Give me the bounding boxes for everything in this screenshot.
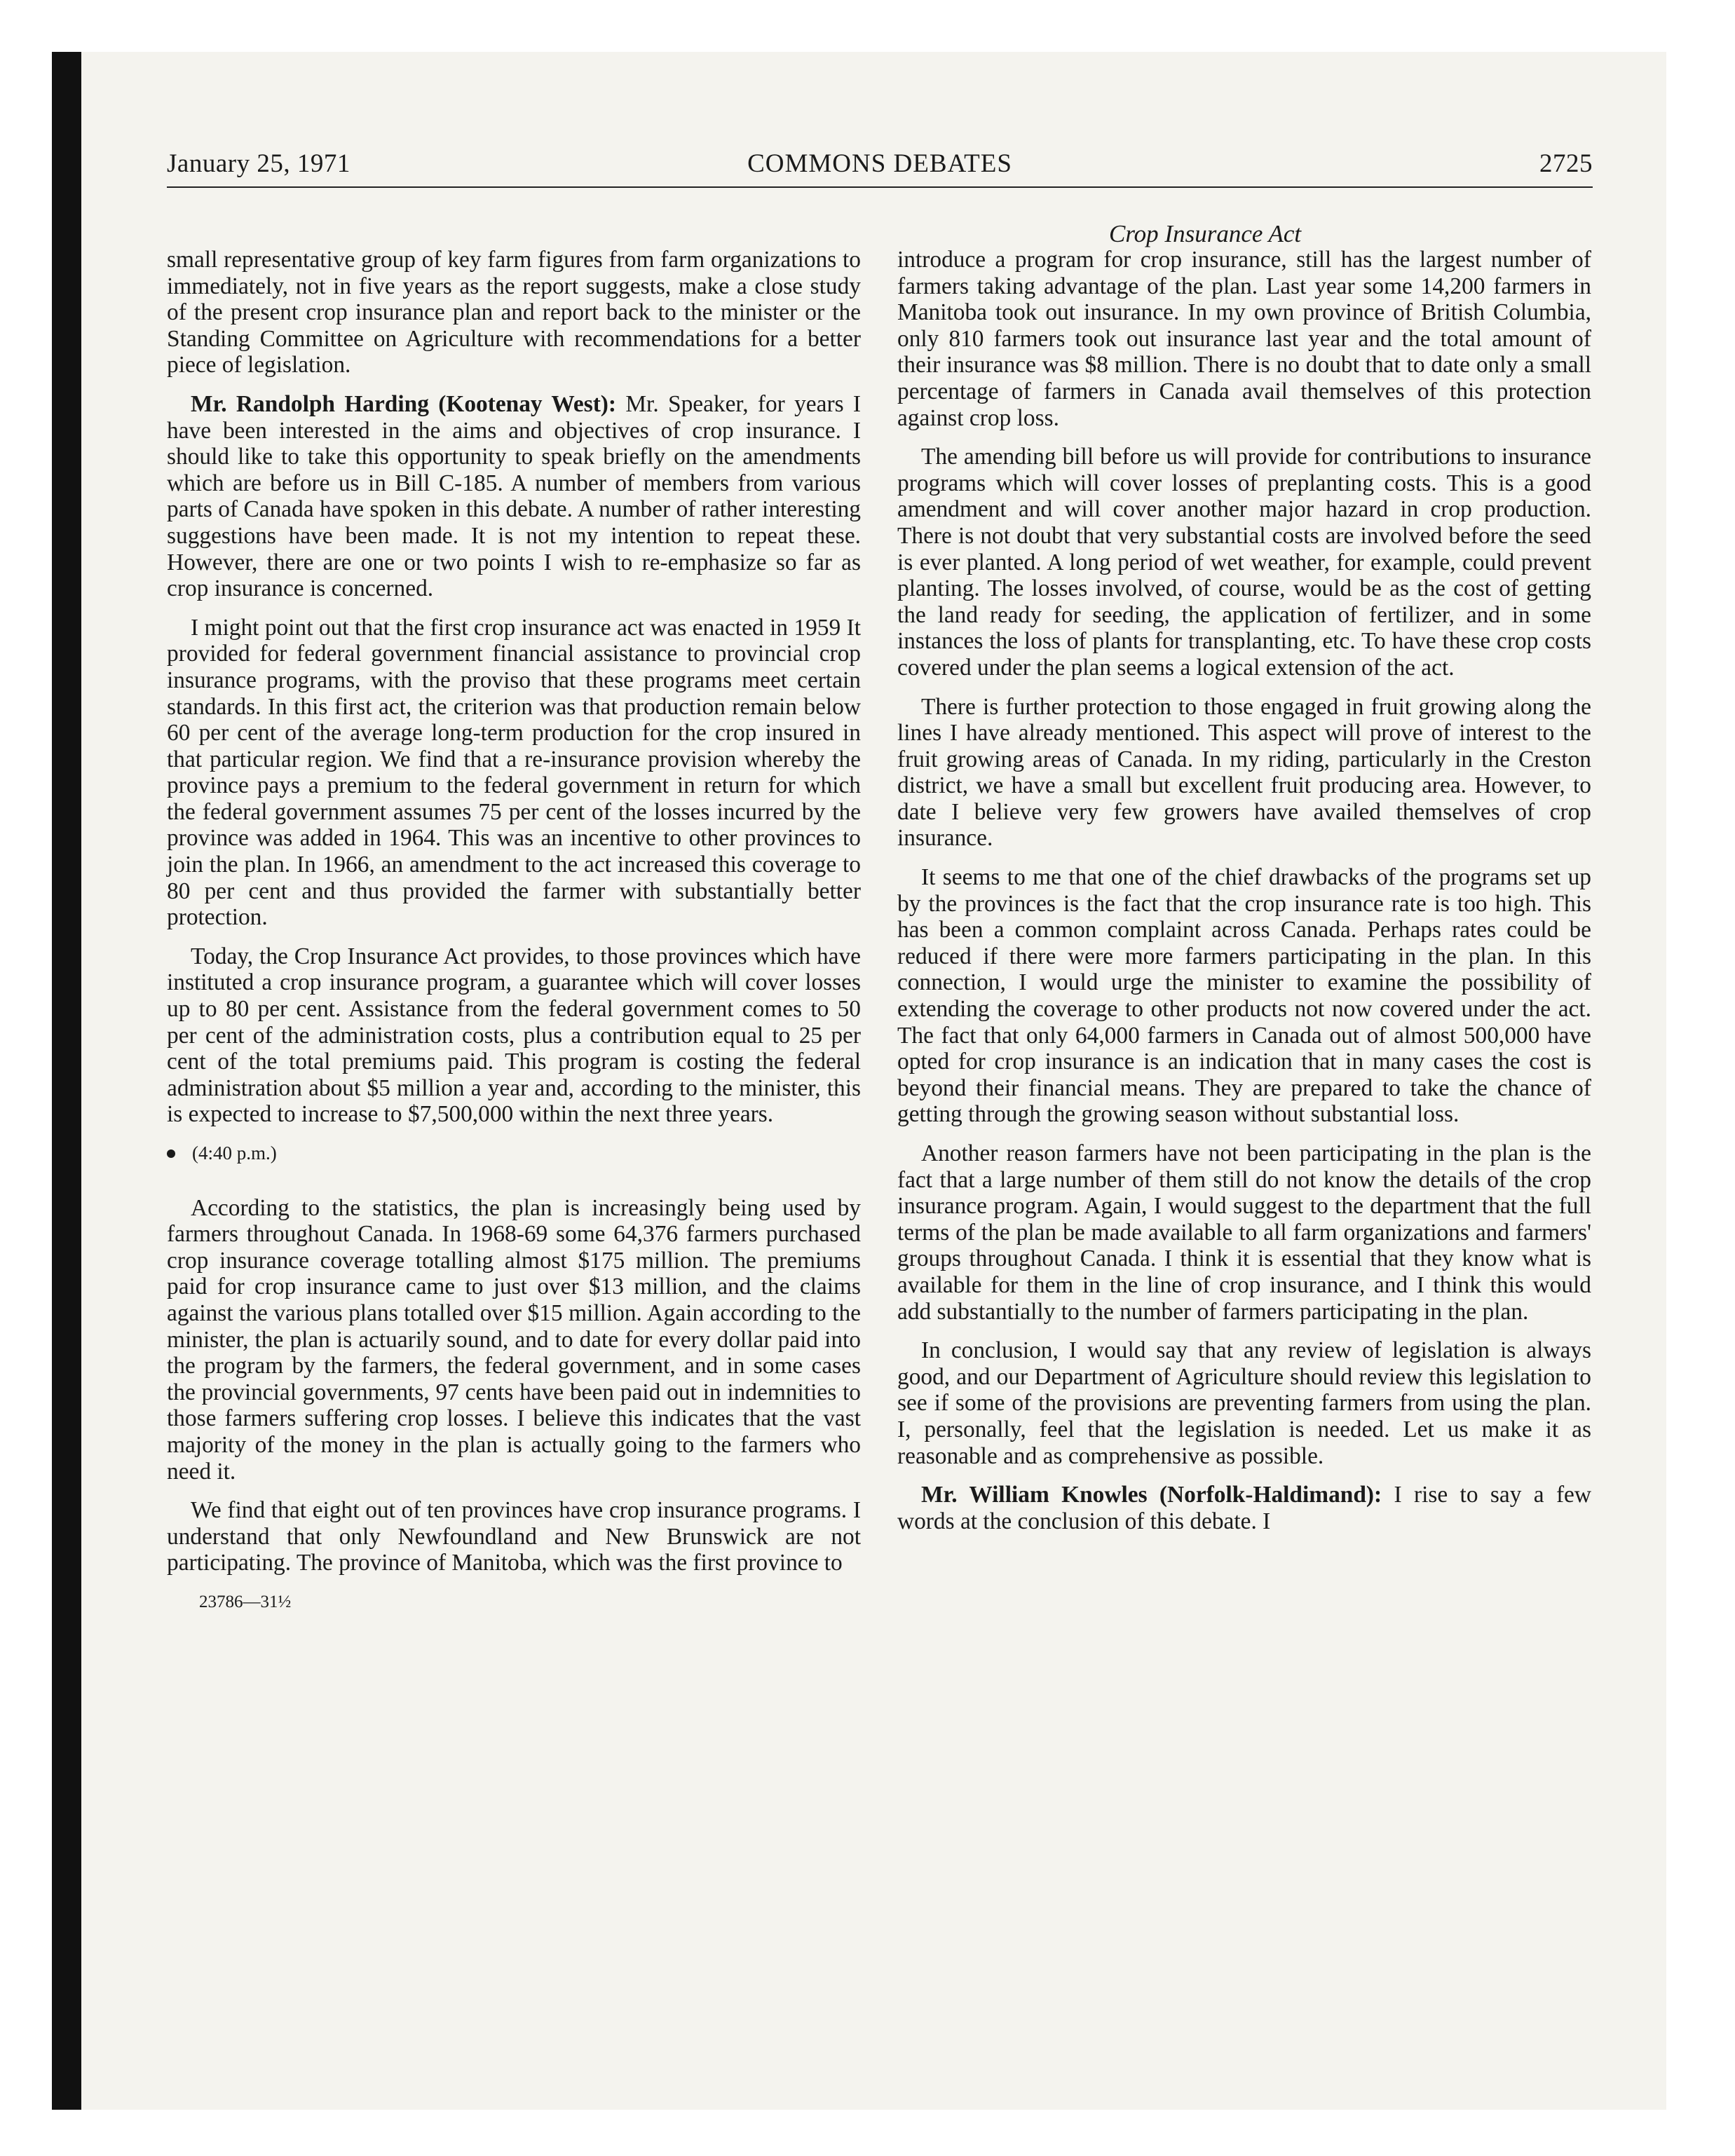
- paragraph: small representative group of key farm figures from farm organizations to immediately, not in five years as the report suggests, make a close study of the present crop insurance plan and report back to the minister or the Standing Committee on Agriculture with recommendations for a better piece of legislation.: [167, 247, 861, 378]
- paragraph: It seems to me that one of the chief drawbacks of the programs set up by the provinces is the fact that the crop insurance rate is too high. This has been a common complaint across Canada. Perhaps rates could be reduced if there were more farmers participating in the plan. In this connection, I would urge the minister to examine the possibility of extending the coverage to other products not now covered under the act. The fact that only 64,000 farmers in Canada out of almost 500,000 have opted for crop insurance is an indication that in many cases the cost is beyond their financial means. They are prepared to take the chance of getting through the growing season without substantial loss.: [897, 864, 1591, 1128]
- paragraph: In conclusion, I would say that any review of legislation is always good, and our Department of Agriculture should review this legislation to see if some of the provisions are preventing farmers from using the plan. I, personally, feel that the legislation is needed. Let us make it as reasonable and as comprehensive as possible.: [897, 1337, 1591, 1469]
- header-date: January 25, 1971: [167, 149, 351, 178]
- header-title: COMMONS DEBATES: [747, 149, 1012, 178]
- running-head: Crop Insurance Act: [1109, 220, 1302, 247]
- speaker-name: Mr. William Knowles (Norfolk-Haldimand):: [921, 1482, 1382, 1508]
- paragraph: introduce a program for crop insurance, still has the largest number of farmers taking advantage of the plan. Last year some 14,200 farmers in Manitoba took out insurance. In my own province of British Columbia, only 810 farmers took out insurance last year and the total amount of their insurance was $8 million. There is no doubt that to date only a small percentage of farmers in Canada avail themselves of this protection against crop loss.: [897, 247, 1591, 431]
- paragraph: Today, the Crop Insurance Act provides, to those provinces which have instituted a crop insurance program, a guarantee which will cover losses up to 80 per cent. Assistance from the federal government comes to 50 per cent of the administration costs, plus a contribution equal to 25 per cent of the total premiums paid. This program is costing the federal administration about $5 million a year and, according to the minister, this is expected to increase to $7,500,000 within the next three years.: [167, 943, 861, 1128]
- paragraph: According to the statistics, the plan is increasingly being used by farmers throughout Canada. In 1968-69 some 64,376 farmers purchased crop insurance coverage totalling almost $175 million. The premiums paid for crop insurance came to just over $13 million, and the claims against the various plans totalled over $15 million. Again according to the minister, the plan is actuarily sound, and to date for every dollar paid into the program by the farmers, the federal government, and in some cases the provincial governments, 97 cents have been paid out in indemnities to those farmers suffering crop losses. I believe this indicates that the vast majority of the money in the plan is actually going to the farmers who need it.: [167, 1194, 861, 1485]
- speech-text: Mr. Speaker, for years I have been interested in the aims and objectives of crop insurance. I should like to take this opportunity to speak briefly on the amendments which are before us in Bill C-185. A number of members from various parts of Canada have spoken in this debate. A number of rather interesting suggestions have been made. It is not my intention to repeat these. However, there are one or two points I wish to re-emphasize so far as crop insurance is concerned.: [167, 390, 861, 602]
- bullet-icon: [167, 1149, 175, 1158]
- paragraph: We find that eight out of ten provinces have crop insurance programs. I understand that only Newfoundland and New Brunswick are not participating. The province of Manitoba, which was the first province to: [167, 1497, 861, 1576]
- paragraph: There is further protection to those engaged in fruit growing along the lines I have already mentioned. This aspect will prove of interest to the fruit growing areas of Canada. In my riding, particularly in the Creston district, we have a small but excellent fruit producing area. However, to date I believe very few growers have availed themselves of crop insurance.: [897, 693, 1591, 852]
- paragraph: I might point out that the first crop insurance act was enacted in 1959 It provided for federal government financial assistance to provincial crop insurance programs, with the proviso that these programs meet certain standards. In this first act, the criterion was that production remain below 60 per cent of the average long-term production for the crop insured in that particular region. We find that a re-insurance provision whereby the province pays a premium to the federal government in return for which the federal government assumes 75 per cent of the losses incurred by the province was added in 1964. This was an incentive to other provinces to join the plan. In 1966, an amendment to the act increased this coverage to 80 per cent and thus provided the farmer with substantially better protection.: [167, 614, 861, 931]
- timestamp-text: (4:40 p.m.): [192, 1142, 277, 1164]
- header-page-number: 2725: [1539, 149, 1593, 178]
- header-rule: [167, 186, 1593, 188]
- speech-text: I rise to say a few words at the conclusion of this debate. I: [897, 1482, 1591, 1534]
- page-header: [167, 149, 1593, 191]
- left-column: [167, 247, 861, 1616]
- right-column: [897, 247, 1591, 1547]
- paragraph: Another reason farmers have not been participating in the plan is the fact that a large number of them still do not know the details of the crop insurance program. Again, I would suggest to the department that the full terms of the plan be made available to all farm organizations and farmers' groups throughout Canada. I think it is essential that they know what is available for them in the line of crop insurance, and I think this would add substantially to the number of farmers participating in the plan.: [897, 1140, 1591, 1325]
- scan-binding-edge: [52, 52, 81, 2110]
- speech-paragraph: [167, 391, 861, 602]
- timestamp: [167, 1140, 861, 1167]
- speech-paragraph: [897, 1482, 1591, 1534]
- footnote: 23786—31½: [199, 1592, 292, 1611]
- paragraph: The amending bill before us will provide for contributions to insurance programs which will cover losses of preplanting costs. This is a good amendment and will cover another major hazard in crop production. There is not doubt that very substantial costs are involved before the seed is ever planted. A long period of wet weather, for example, could prevent planting. The losses involved, of course, would be as the cost of getting the land ready for seeding, the application of fertilizer, and in some instances the loss of plants for transplanting, etc. To have these crop costs covered under the plan seems a logical extension of the act.: [897, 444, 1591, 681]
- speaker-name: Mr. Randolph Harding (Kootenay West):: [191, 390, 617, 417]
